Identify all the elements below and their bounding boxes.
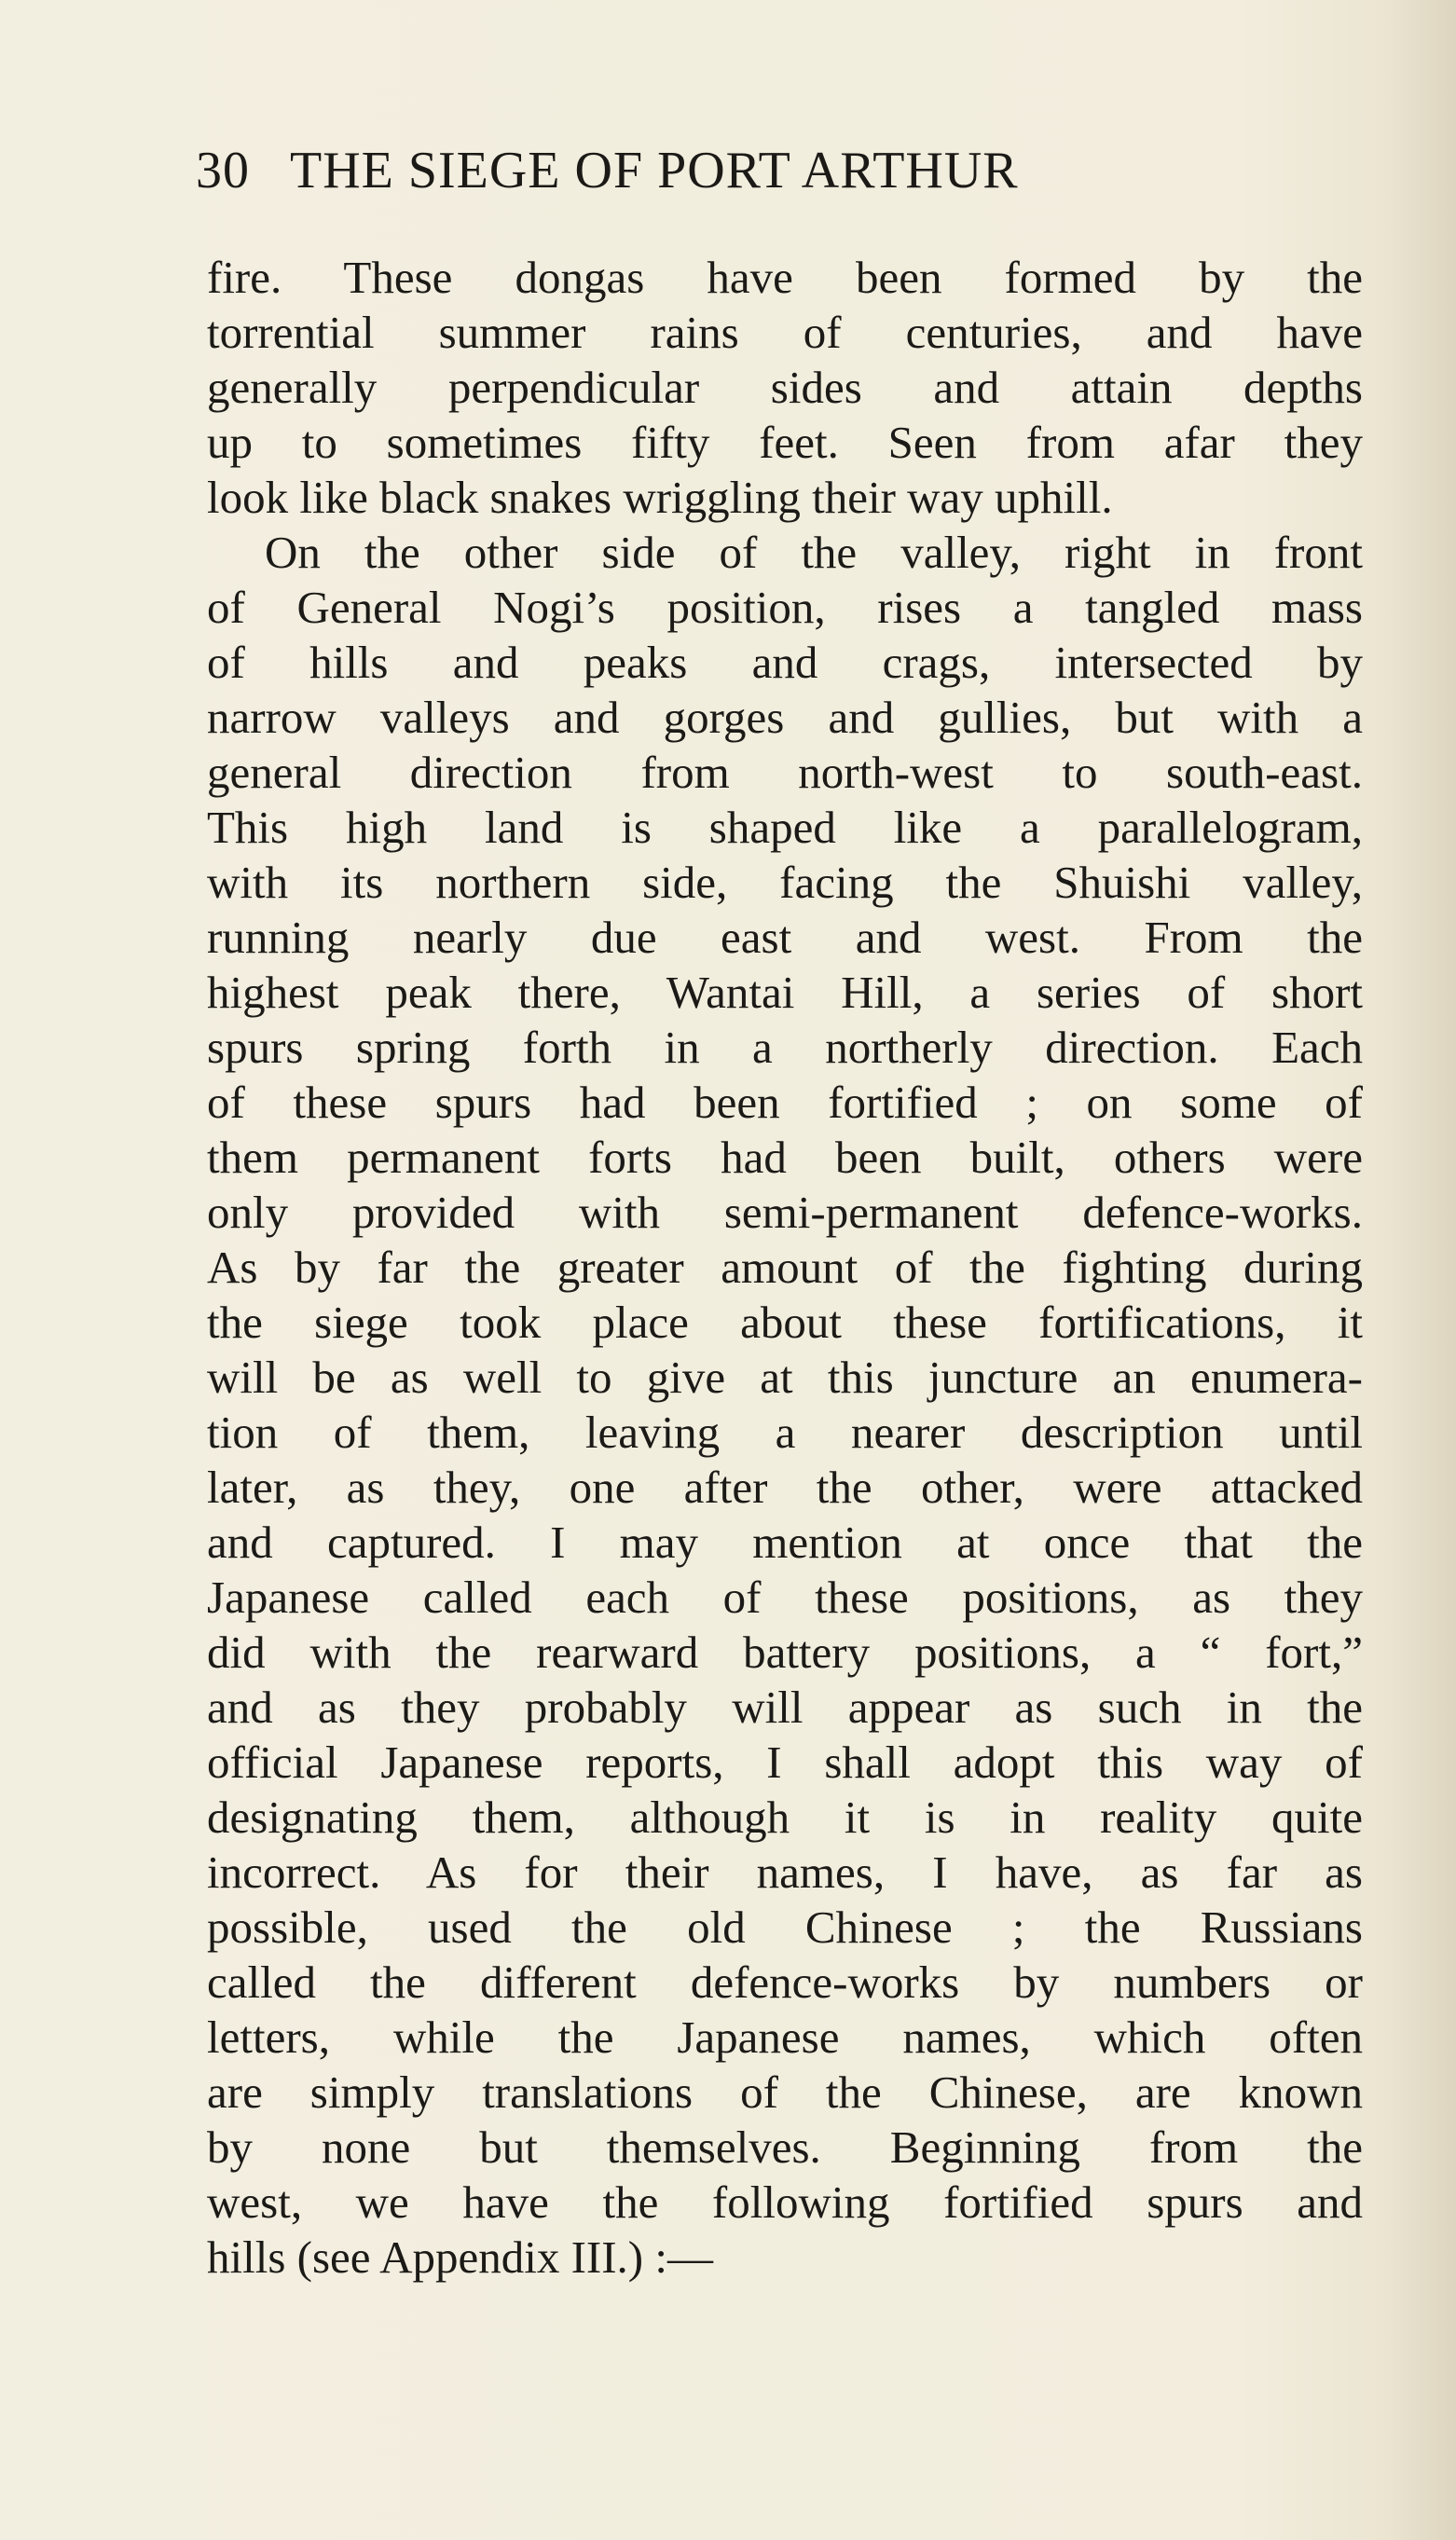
text-line: On the other side of the valley, right in front xyxy=(265,527,1363,578)
text-line: generally perpendicular sides and attain depths xyxy=(207,362,1363,413)
text-line: later, as they, one after the other, were attacked xyxy=(207,1462,1363,1513)
text-line: are simply translations of the Chinese, are known xyxy=(207,2066,1363,2118)
text-line: This high land is shaped like a parallelogram, xyxy=(207,802,1363,853)
text-line: hills (see Appendix III.) :— xyxy=(207,2231,713,2283)
text-line: highest peak there, Wantai Hill, a series of short xyxy=(207,967,1363,1018)
text-line: narrow valleys and gorges and gullies, but with a xyxy=(207,692,1363,743)
text-line: incorrect. As for their names, I have, as far as xyxy=(207,1847,1363,1898)
page-number: 30 xyxy=(196,142,250,199)
text-line: west, we have the following fortified spurs and xyxy=(207,2176,1363,2228)
text-line: Japanese called each of these positions, as they xyxy=(207,1572,1363,1623)
text-line: by none but themselves. Beginning from the xyxy=(207,2121,1363,2173)
text-line: will be as well to give at this juncture an enumera- xyxy=(207,1352,1363,1403)
text-line: possible, used the old Chinese ; the Russians xyxy=(207,1902,1363,1953)
text-line: general direction from north-west to south-east. xyxy=(207,747,1363,798)
body-text xyxy=(207,250,1363,2285)
text-line: and captured. I may mention at once that the xyxy=(207,1517,1363,1568)
text-line: them permanent forts had been built, others were xyxy=(207,1132,1363,1183)
running-header xyxy=(196,138,1352,203)
running-title: THE SIEGE OF PORT ARTHUR xyxy=(290,142,1019,199)
text-line: torrential summer rains of centuries, and have xyxy=(207,307,1363,358)
text-line: spurs spring forth in a northerly direction. Each xyxy=(207,1022,1363,1073)
text-line: did with the rearward battery positions, a “ fort,” xyxy=(207,1627,1363,1678)
text-line: of General Nogi’s position, rises a tangled mass xyxy=(207,582,1363,633)
text-line: the siege took place about these fortifications, it xyxy=(207,1297,1363,1348)
text-line: look like black snakes wriggling their way uphill. xyxy=(207,472,1113,523)
text-line: letters, while the Japanese names, which often xyxy=(207,2011,1363,2063)
text-line: and as they probably will appear as such in the xyxy=(207,1682,1363,1733)
text-line: called the different defence-works by numbers or xyxy=(207,1956,1363,2008)
text-line: official Japanese reports, I shall adopt this way of xyxy=(207,1737,1363,1788)
text-line: with its northern side, facing the Shuishi valley, xyxy=(207,857,1363,908)
text-line: up to sometimes fifty feet. Seen from afar they xyxy=(207,417,1363,468)
text-line: tion of them, leaving a nearer description until xyxy=(207,1407,1363,1458)
text-line: As by far the greater amount of the fighting during xyxy=(207,1242,1363,1293)
text-line: only provided with semi-permanent defence-works. xyxy=(207,1187,1363,1238)
text-line: of hills and peaks and crags, intersected by xyxy=(207,637,1363,688)
text-line: of these spurs had been fortified ; on some of xyxy=(207,1077,1363,1128)
text-line: fire. These dongas have been formed by the xyxy=(207,252,1363,303)
text-line: running nearly due east and west. From the xyxy=(207,912,1363,963)
text-line: designating them, although it is in reality quite xyxy=(207,1792,1363,1843)
